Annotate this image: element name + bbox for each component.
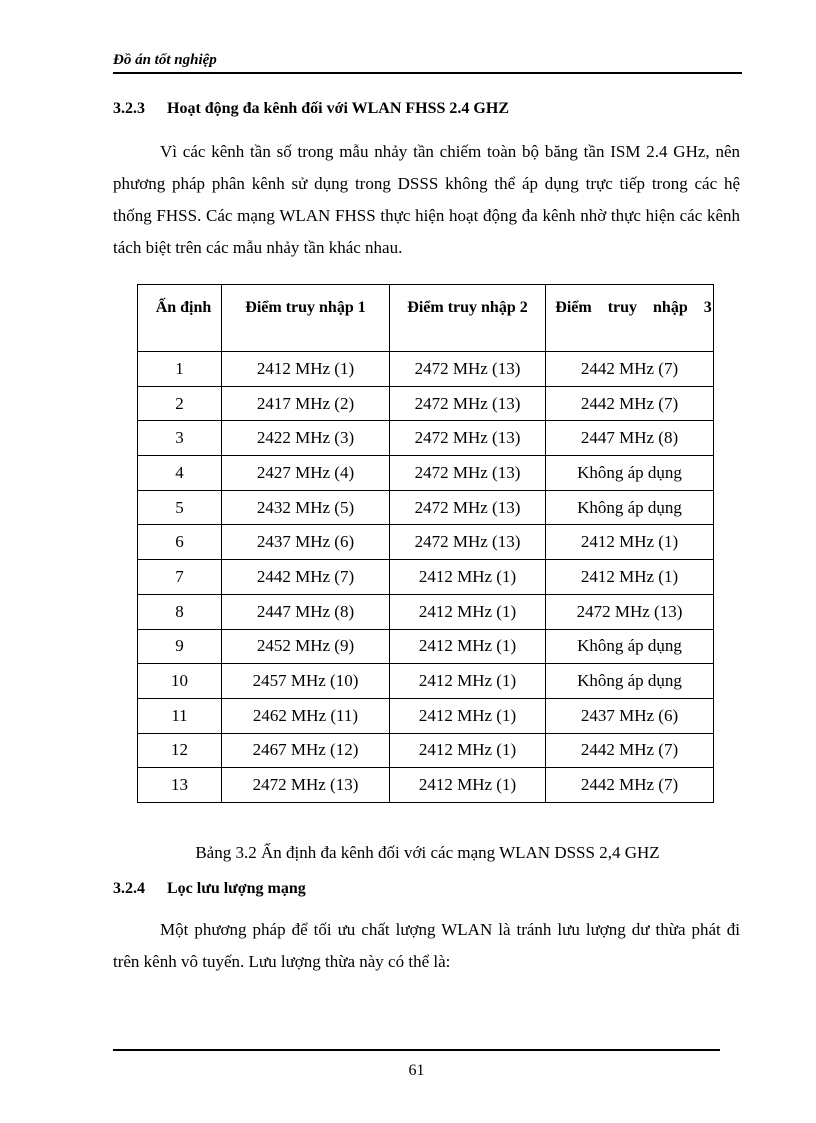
channel-assignment-table	[137, 284, 714, 803]
table-cell: 2472 MHz (13)	[390, 525, 546, 560]
table-cell: 11	[138, 698, 222, 733]
table-cell: 4	[138, 456, 222, 491]
table-cell: 2442 MHz (7)	[546, 768, 714, 803]
table-row	[138, 490, 714, 525]
page-number: 61	[408, 1062, 425, 1079]
table-cell: 2442 MHz (7)	[546, 733, 714, 768]
section-number: 3.2.4	[113, 880, 145, 897]
table-row	[138, 456, 714, 491]
table-row	[138, 421, 714, 456]
table-cell: 2462 MHz (11)	[222, 698, 390, 733]
table-row	[138, 768, 714, 803]
table-cell: 2412 MHz (1)	[222, 352, 390, 387]
table-cell: 2452 MHz (9)	[222, 629, 390, 664]
table-row	[138, 560, 714, 595]
table-row	[138, 594, 714, 629]
table-cell: 2472 MHz (13)	[390, 456, 546, 491]
table-cell: 7	[138, 560, 222, 595]
table-cell: 2	[138, 386, 222, 421]
table-cell: 2442 MHz (7)	[546, 352, 714, 387]
table-cell: 2447 MHz (8)	[546, 421, 714, 456]
table-header-row	[138, 285, 714, 352]
table-cell: 2412 MHz (1)	[390, 698, 546, 733]
running-header: Đồ án tốt nghiệp	[113, 52, 217, 68]
section-paragraph: Một phương pháp để tối ưu chất lượng WLAN là tránh lưu lượng dư thừa phát đi trên kênh vô tuyến. Lưu lượng thừa này có thể là:	[113, 920, 740, 971]
table-cell: 2437 MHz (6)	[222, 525, 390, 560]
table-cell: 2472 MHz (13)	[390, 386, 546, 421]
table-cell: Không áp dụng	[546, 664, 714, 699]
table-cell: 2432 MHz (5)	[222, 490, 390, 525]
table-cell: 2437 MHz (6)	[546, 698, 714, 733]
table-cell: 2412 MHz (1)	[390, 768, 546, 803]
table-cell: 2412 MHz (1)	[390, 594, 546, 629]
table-cell: 2412 MHz (1)	[390, 560, 546, 595]
table-cell: 2467 MHz (12)	[222, 733, 390, 768]
table-row	[138, 352, 714, 387]
col-header-ap1: Điểm truy nhập 1	[222, 285, 390, 352]
col-header-assignment: Ấn định	[138, 285, 222, 352]
table-cell: 10	[138, 664, 222, 699]
table-cell: 2412 MHz (1)	[390, 629, 546, 664]
table-cell: 2457 MHz (10)	[222, 664, 390, 699]
table-cell: 2472 MHz (13)	[390, 421, 546, 456]
table-cell: 12	[138, 733, 222, 768]
table-cell: 2422 MHz (3)	[222, 421, 390, 456]
col-header-ap2: Điểm truy nhập 2	[390, 285, 546, 352]
table-cell: 2412 MHz (1)	[390, 664, 546, 699]
table-cell: Không áp dụng	[546, 456, 714, 491]
section-title: Lọc lưu lượng mạng	[167, 880, 306, 897]
table-cell: 2472 MHz (13)	[390, 490, 546, 525]
table-cell: 6	[138, 525, 222, 560]
table-cell: Không áp dụng	[546, 490, 714, 525]
footer-divider	[113, 1049, 720, 1051]
table-cell: 8	[138, 594, 222, 629]
table-cell: 2412 MHz (1)	[546, 560, 714, 595]
header-divider	[113, 72, 742, 74]
table-row	[138, 698, 714, 733]
table-cell: 2417 MHz (2)	[222, 386, 390, 421]
table-cell: 9	[138, 629, 222, 664]
table-cell: 13	[138, 768, 222, 803]
table-cell: 2412 MHz (1)	[390, 733, 546, 768]
table-cell: Không áp dụng	[546, 629, 714, 664]
table-row	[138, 664, 714, 699]
section-title: Hoạt động đa kênh đối với WLAN FHSS 2.4 GHZ	[167, 100, 509, 117]
table-row	[138, 733, 714, 768]
section-number: 3.2.3	[113, 100, 145, 117]
table-row	[138, 386, 714, 421]
col-header-ap3: Điểm truy nhập 3	[546, 285, 714, 352]
table-cell: 2472 MHz (13)	[222, 768, 390, 803]
table-cell: 2472 MHz (13)	[390, 352, 546, 387]
table-cell: 2472 MHz (13)	[546, 594, 714, 629]
table-cell: 1	[138, 352, 222, 387]
table-row	[138, 629, 714, 664]
table-cell: 2447 MHz (8)	[222, 594, 390, 629]
table-cell: 5	[138, 490, 222, 525]
table-cell: 2442 MHz (7)	[546, 386, 714, 421]
table-cell: 3	[138, 421, 222, 456]
table-caption: Bảng 3.2 Ấn định đa kênh đối với các mạng WLAN DSSS 2,4 GHZ	[195, 843, 660, 862]
table-cell: 2412 MHz (1)	[546, 525, 714, 560]
section-paragraph: Vì các kênh tần số trong mẫu nhảy tần chiếm toàn bộ băng tần ISM 2.4 GHz, nên phương pháp phân kênh sử dụng trong DSSS không thể áp dụng trực tiếp trong các hệ thống FHSS. Các mạng WLAN FHSS thực hiện hoạt động đa kênh nhờ thực hiện các kênh tách biệt trên các mẫu nhảy tần khác nhau.	[113, 142, 740, 257]
section-heading-3-2-3	[113, 100, 509, 118]
table-cell: 2427 MHz (4)	[222, 456, 390, 491]
table-row	[138, 525, 714, 560]
table-cell: 2442 MHz (7)	[222, 560, 390, 595]
section-heading-3-2-4	[113, 880, 306, 898]
